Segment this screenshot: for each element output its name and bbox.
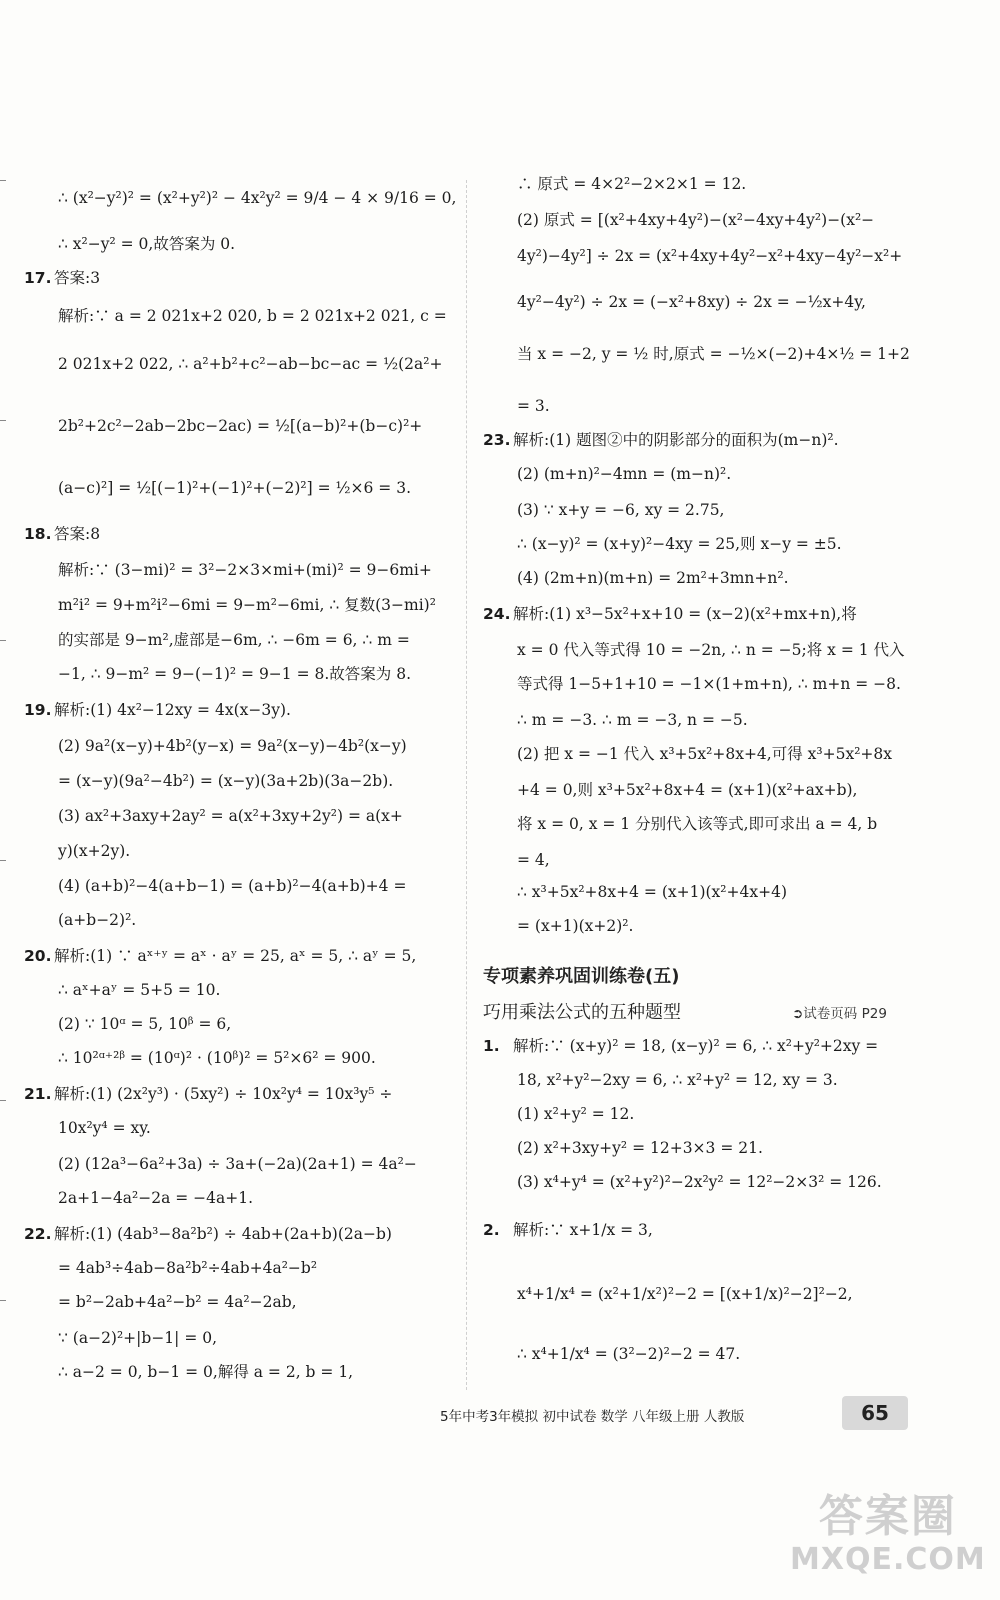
text-line — [517, 246, 902, 266]
line-text: (2) (m+n)²−4mn = (m−n)². — [517, 465, 732, 483]
text-line — [24, 1224, 392, 1244]
line-text: ∴ (x²−y²)² = (x²+y²)² − 4x²y² = 9/4 − 4 × 9/16 = 0, — [58, 189, 457, 207]
text-line — [24, 268, 100, 288]
line-text: 解析:(1) x³−5x²+x+10 = (x−2)(x²+mx+n),将 — [513, 605, 857, 623]
line-text: 解析:∵ a = 2 021x+2 020, b = 2 021x+2 021, c = — [58, 307, 447, 325]
text-line — [483, 1220, 653, 1240]
line-text: ∴ aˣ+aʸ = 5+5 = 10. — [58, 981, 221, 999]
text-line — [517, 744, 892, 764]
line-text: ∴ x³+5x²+8x+4 = (x+1)(x²+4x+4) — [517, 883, 788, 901]
line-text: ∴ m = −3. ∴ m = −3, n = −5. — [517, 711, 748, 729]
line-text: 解析:∵ (x+y)² = 18, (x−y)² = 6, ∴ x²+y²+2xy = — [513, 1037, 879, 1055]
text-line — [58, 910, 136, 930]
question-number: 23. — [483, 431, 511, 449]
text-line — [58, 188, 456, 208]
text-line — [483, 604, 857, 624]
margin-mark — [0, 180, 6, 181]
line-text: y)(x+2y). — [58, 842, 131, 860]
line-text: (3) ∵ x+y = −6, xy = 2.75, — [517, 501, 725, 519]
text-line — [517, 882, 787, 902]
line-text: m²i² = 9+m²i²−6mi = 9−m²−6mi, ∴ 复数(3−mi)² — [58, 596, 436, 614]
line-text: 当 x = −2, y = ½ 时,原式 = −½×(−2)+4×½ = 1+2 — [517, 345, 910, 363]
text-line — [517, 814, 877, 834]
text-line — [58, 1014, 231, 1034]
text-line — [24, 700, 291, 720]
line-text: 解析:(1) 4x²−12xy = 4x(x−3y). — [54, 701, 291, 719]
text-line — [24, 946, 416, 966]
line-text: (1) x²+y² = 12. — [517, 1105, 635, 1123]
line-text: 10x²y⁴ = xy. — [58, 1119, 151, 1137]
line-text: 解析:(1) (2x²y³) · (5xy²) ÷ 10x²y⁴ = 10x³y⁵ ÷ — [54, 1085, 393, 1103]
section-title: 专项素养巩固训练卷(五) — [483, 966, 680, 987]
line-text: 2b²+2c²−2ab−2bc−2ac) = ½[(a−b)²+(b−c)²+ — [58, 417, 423, 435]
line-text: = (x+1)(x+2)². — [517, 917, 634, 935]
line-text: ∴ x⁴+1/x⁴ = (3²−2)²−2 = 47. — [517, 1345, 741, 1363]
text-line — [58, 234, 235, 254]
text-line — [58, 354, 442, 374]
text-line — [517, 292, 866, 312]
text-line — [517, 710, 748, 730]
text-line — [58, 771, 393, 791]
line-text: (a+b−2)². — [58, 911, 137, 929]
question-number: 17. — [24, 269, 52, 287]
line-text: = 4ab³÷4ab−8a²b²÷4ab+4a²−b² — [58, 1259, 318, 1277]
line-text: 解析:(1) ∵ aˣ⁺ʸ = aˣ · aʸ = 25, aˣ = 5, ∴ aʸ = 5, — [54, 947, 417, 965]
margin-mark — [0, 860, 6, 861]
text-line — [58, 1362, 353, 1382]
section-subtitle: 巧用乘法公式的五种题型 — [483, 1002, 681, 1023]
text-line — [517, 674, 901, 694]
line-text: x = 0 代入等式得 10 = −2n, ∴ n = −5;将 x = 1 代入 — [517, 641, 905, 659]
text-line — [58, 1154, 417, 1174]
text-line — [58, 1118, 151, 1138]
line-text: (2) ∵ 10ᵅ = 5, 10ᵝ = 6, — [58, 1015, 232, 1033]
text-line — [58, 664, 411, 684]
line-text: = (x−y)(9a²−4b²) = (x−y)(3a+2b)(3a−2b). — [58, 772, 394, 790]
text-line — [58, 1292, 297, 1312]
text-line — [517, 1104, 634, 1124]
margin-mark — [0, 420, 6, 421]
text-line — [517, 210, 874, 230]
line-text: ∴ 10²ᵅ⁺²ᵝ = (10ᵅ)² · (10ᵝ)² = 5²×6² = 900. — [58, 1049, 376, 1067]
line-text: ∴ x²−y² = 0,故答案为 0. — [58, 235, 236, 253]
text-line — [58, 560, 432, 580]
margin-mark — [0, 640, 6, 641]
text-line — [517, 534, 842, 554]
line-text: (2) x²+3xy+y² = 12+3×3 = 21. — [517, 1139, 763, 1157]
text-line — [517, 1070, 838, 1090]
watermark — [790, 1492, 986, 1578]
line-text: (2) 9a²(x−y)+4b²(y−x) = 9a²(x−y)−4b²(x−y) — [58, 737, 407, 755]
line-text: 4y²)−4y²] ÷ 2x = (x²+4xy+4y²−x²+4xy−4y²−x²+ — [517, 247, 903, 265]
margin-mark — [0, 1100, 6, 1101]
line-text: +4 = 0,则 x³+5x²+8x+4 = (x+1)(x²+ax+b), — [517, 781, 858, 799]
text-line — [58, 306, 447, 326]
line-text: 答案:3 — [54, 269, 101, 287]
line-text: (2) 把 x = −1 代入 x³+5x²+8x+4,可得 x³+5x²+8x — [517, 745, 892, 763]
line-text: (3) ax²+3axy+2ay² = a(x²+3xy+2y²) = a(x+ — [58, 807, 403, 825]
line-text: (4) (2m+n)(m+n) = 2m²+3mn+n². — [517, 569, 789, 587]
column-divider — [466, 180, 467, 1390]
text-line — [517, 916, 633, 936]
text-line — [517, 640, 905, 660]
text-line — [58, 1258, 317, 1278]
footer-book-info: 5年中考3年模拟 初中试卷 数学 八年级上册 人教版 — [440, 1409, 745, 1425]
line-text: ∵ (a−2)²+|b−1| = 0, — [58, 1329, 218, 1347]
line-text: −1, ∴ 9−m² = 9−(−1)² = 9−1 = 8.故答案为 8. — [58, 665, 411, 683]
watermark-line-2: MXQE.COM — [790, 1542, 986, 1577]
line-text: (2) (12a³−6a²+3a) ÷ 3a+(−2a)(2a+1) = 4a²− — [58, 1155, 417, 1173]
text-line — [24, 1084, 392, 1104]
text-line — [58, 876, 406, 896]
text-line — [517, 174, 746, 194]
text-line — [517, 344, 910, 364]
text-line — [517, 464, 731, 484]
question-number: 20. — [24, 947, 52, 965]
line-text: 2a+1−4a²−2a = −4a+1. — [58, 1189, 254, 1207]
question-number: 21. — [24, 1085, 52, 1103]
text-line — [58, 1048, 376, 1068]
question-number: 18. — [24, 525, 52, 543]
question-number: 1. — [483, 1037, 500, 1055]
text-line — [58, 980, 220, 1000]
line-text: 答案:8 — [54, 525, 101, 543]
line-text: 等式得 1−5+1+10 = −1×(1+m+n), ∴ m+n = −8. — [517, 675, 901, 693]
margin-mark — [0, 1300, 6, 1301]
line-text: ∴ 原式 = 4×2²−2×2×1 = 12. — [517, 175, 747, 193]
question-number: 2. — [483, 1221, 500, 1239]
line-text: (a−c)²] = ½[(−1)²+(−1)²+(−2)²] = ½×6 = 3. — [58, 479, 412, 497]
line-text: 解析:(1) 题图②中的阴影部分的面积为(m−n)². — [513, 431, 839, 449]
text-line — [58, 630, 410, 650]
text-line — [58, 595, 436, 615]
line-text: 将 x = 0, x = 1 分别代入该等式,即可求出 a = 4, b — [517, 815, 878, 833]
text-line — [58, 841, 130, 861]
line-text: = 3. — [517, 397, 550, 415]
page-number: 65 — [842, 1396, 908, 1430]
line-text: 解析:∵ x+1/x = 3, — [513, 1221, 653, 1239]
exam-page-reference: ➲试卷页码 P29 — [792, 1006, 887, 1022]
text-line — [483, 1036, 878, 1056]
line-text: x⁴+1/x⁴ = (x²+1/x²)²−2 = [(x+1/x)²−2]²−2, — [517, 1285, 853, 1303]
line-text: ∴ a−2 = 0, b−1 = 0,解得 a = 2, b = 1, — [58, 1363, 354, 1381]
text-line — [517, 568, 789, 588]
line-text: (3) x⁴+y⁴ = (x²+y²)²−2x²y² = 12²−2×3² = 126. — [517, 1173, 882, 1191]
text-line — [58, 416, 422, 436]
line-text: (2) 原式 = [(x²+4xy+4y²)−(x²−4xy+4y²)−(x²− — [517, 211, 875, 229]
line-text: 2 021x+2 022, ∴ a²+b²+c²−ab−bc−ac = ½(2a²+ — [58, 355, 443, 373]
line-text: 4y²−4y²) ÷ 2x = (−x²+8xy) ÷ 2x = −½x+4y, — [517, 293, 866, 311]
text-line — [58, 806, 403, 826]
text-line — [24, 524, 100, 544]
text-line — [58, 1188, 253, 1208]
text-line — [517, 396, 550, 416]
text-line — [517, 1284, 853, 1304]
text-line — [517, 850, 550, 870]
line-text: 18, x²+y²−2xy = 6, ∴ x²+y² = 12, xy = 3. — [517, 1071, 838, 1089]
question-number: 24. — [483, 605, 511, 623]
text-line — [517, 1138, 763, 1158]
text-line — [517, 780, 858, 800]
watermark-line-1: 答案圈 — [818, 1491, 957, 1542]
line-text: ∴ (x−y)² = (x+y)²−4xy = 25,则 x−y = ±5. — [517, 535, 842, 553]
text-line — [483, 430, 839, 450]
question-number: 19. — [24, 701, 52, 719]
text-line — [58, 736, 407, 756]
text-line — [58, 478, 411, 498]
line-text: = 4, — [517, 851, 550, 869]
question-number: 22. — [24, 1225, 52, 1243]
text-line — [517, 1344, 740, 1364]
text-line — [517, 500, 724, 520]
line-text: (4) (a+b)²−4(a+b−1) = (a+b)²−4(a+b)+4 = — [58, 877, 407, 895]
text-line — [517, 1172, 882, 1192]
text-line — [58, 1328, 217, 1348]
line-text: 解析:∵ (3−mi)² = 3²−2×3×mi+(mi)² = 9−6mi+ — [58, 561, 432, 579]
line-text: = b²−2ab+4a²−b² = 4a²−2ab, — [58, 1293, 297, 1311]
line-text: 解析:(1) (4ab³−8a²b²) ÷ 4ab+(2a+b)(2a−b) — [54, 1225, 392, 1243]
line-text: 的实部是 9−m²,虚部是−6m, ∴ −6m = 6, ∴ m = — [58, 631, 410, 649]
